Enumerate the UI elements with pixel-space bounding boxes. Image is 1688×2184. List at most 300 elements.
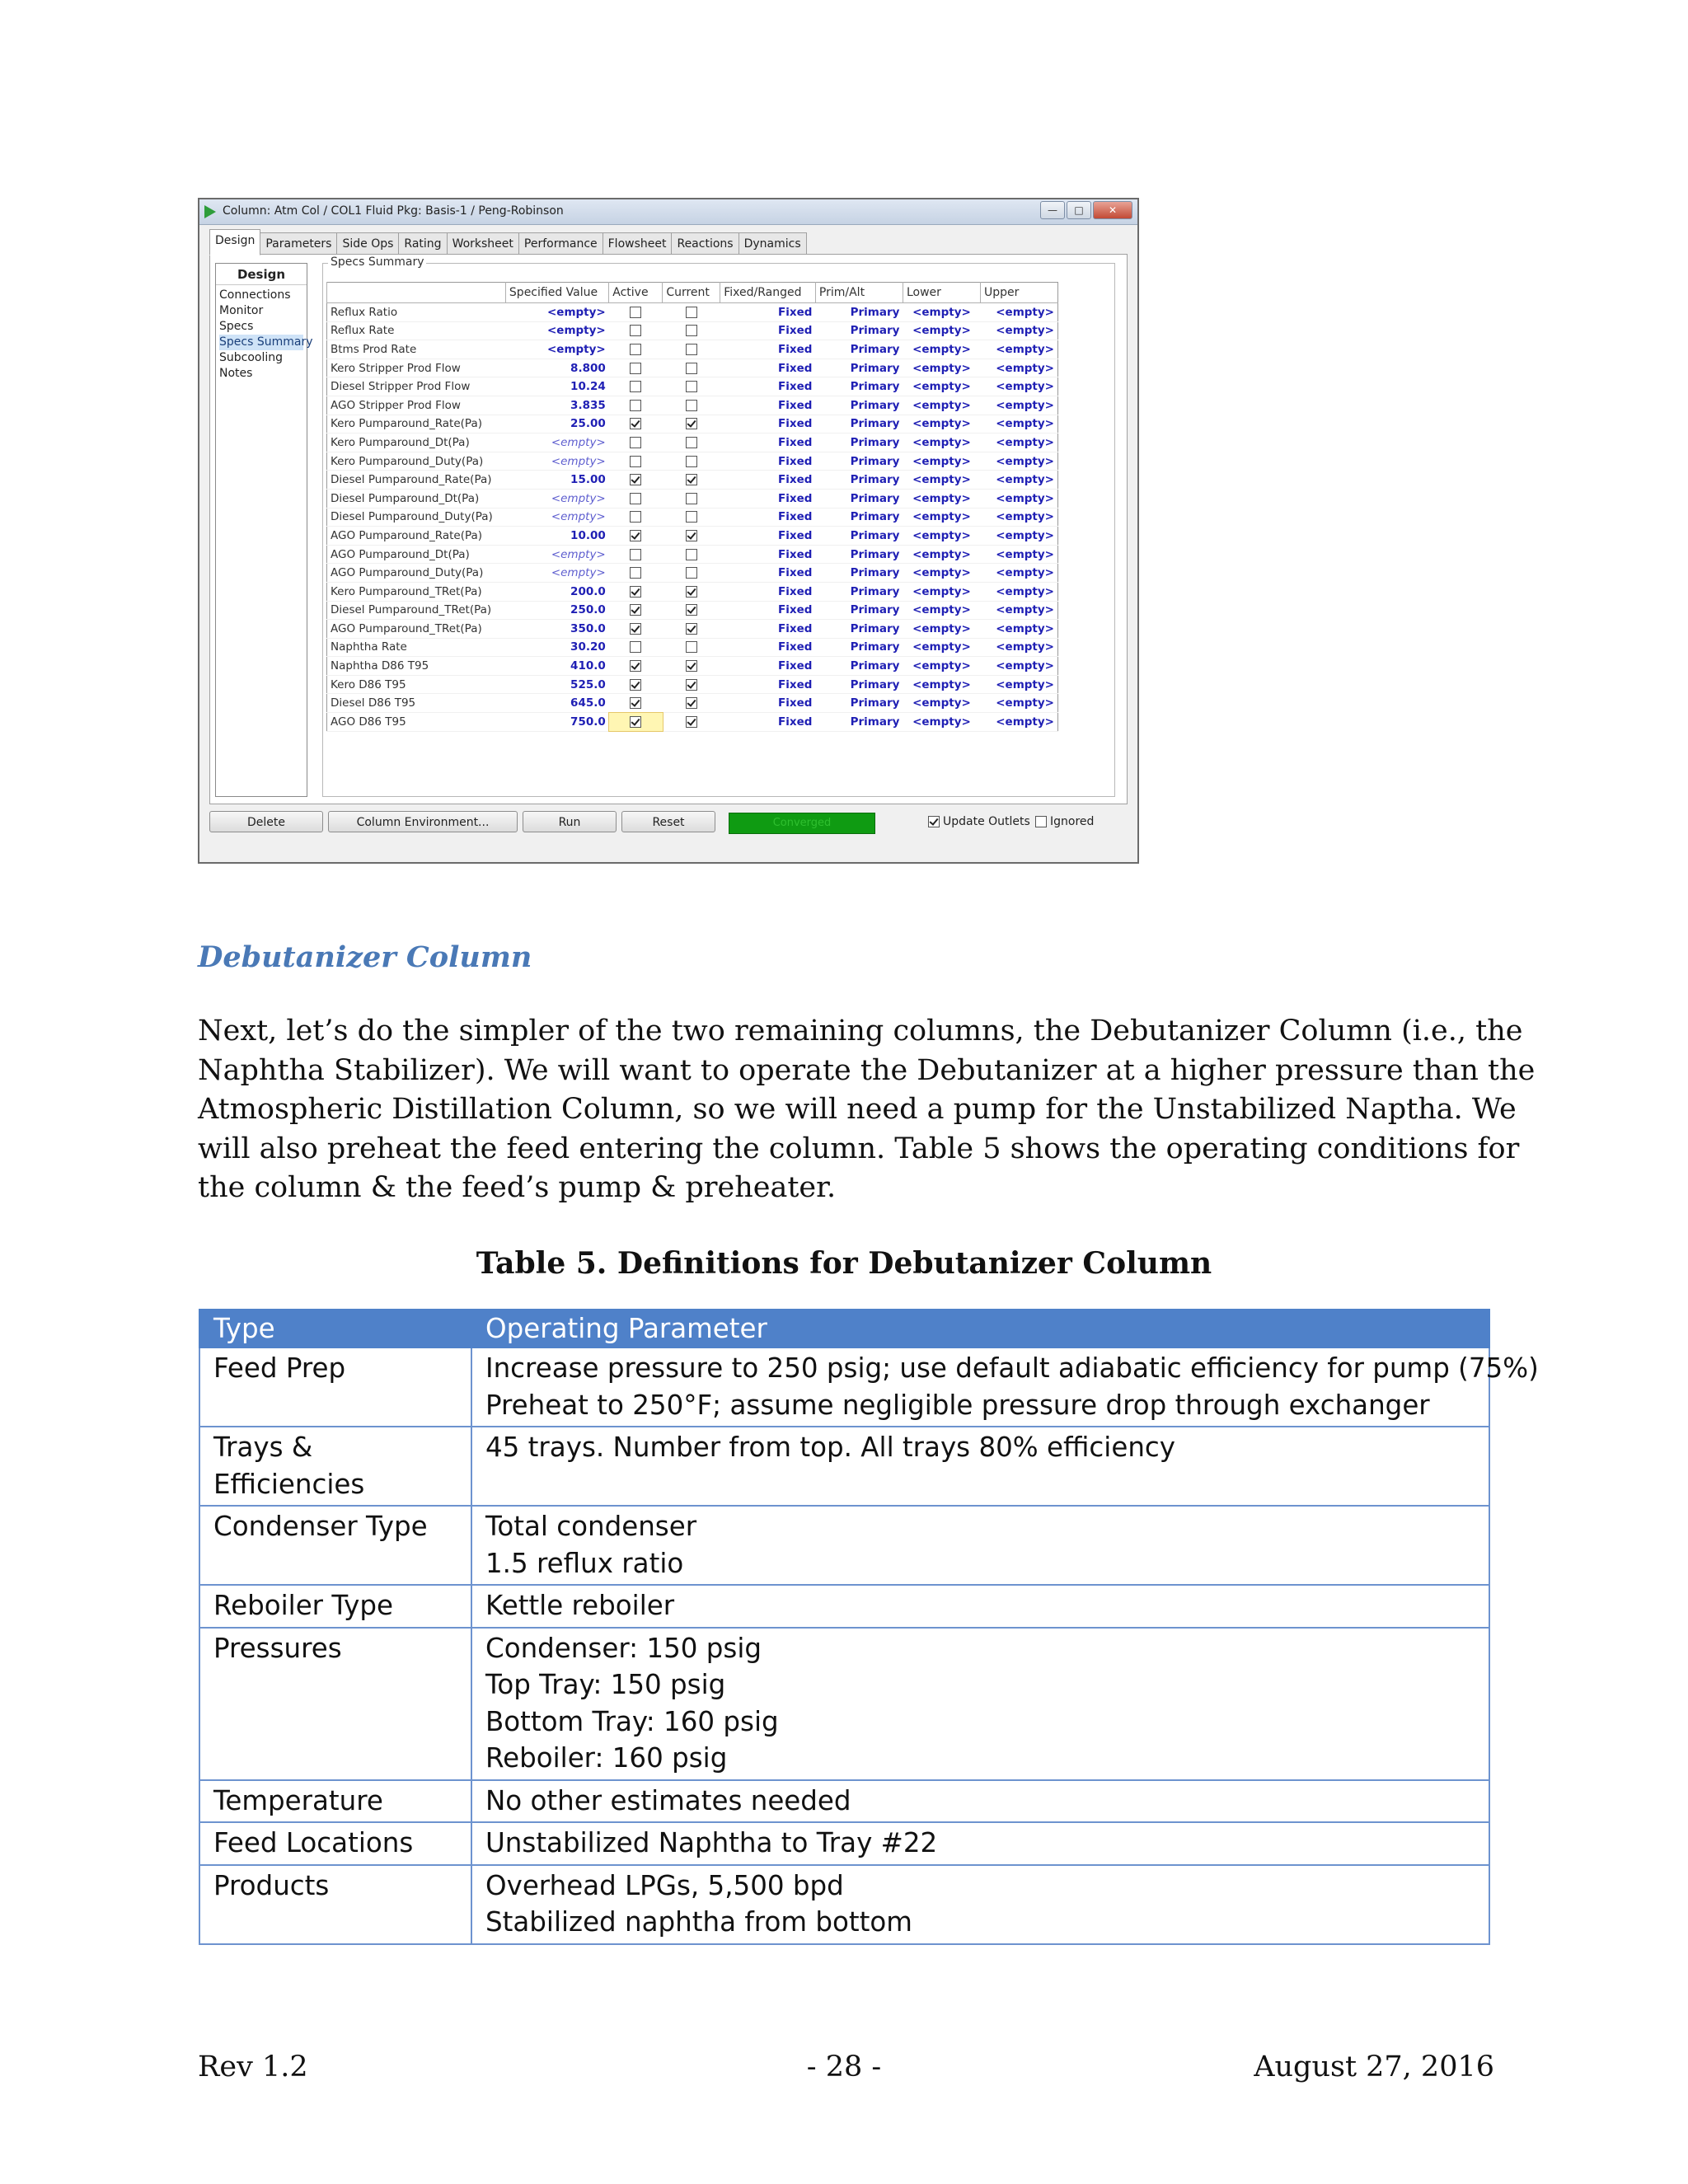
spec-name: Diesel Pumparound_Dt(Pa) <box>327 489 506 508</box>
active-checkbox[interactable] <box>630 697 641 709</box>
spec-name: Reflux Ratio <box>327 303 506 322</box>
spec-value[interactable]: 410.0 <box>505 657 608 676</box>
active-cell <box>609 415 663 434</box>
active-checkbox[interactable] <box>630 325 641 336</box>
nav-item-subcooling[interactable]: Subcooling <box>219 351 284 364</box>
paragraph-line: Next, let’s do the simpler of the two remaining columns, the Debutanizer Column (i.e., the <box>198 1015 1523 1047</box>
fixed-ranged-value[interactable]: Fixed <box>720 545 816 564</box>
grid-header-1: Specified Value <box>505 283 608 303</box>
table-caption: Table 5. Definitions for Debutanizer Column <box>476 1246 1212 1281</box>
lower-value[interactable]: <empty> <box>903 694 980 713</box>
prim-alt-value[interactable]: Primary <box>815 601 903 620</box>
grid-header-5: Prim/Alt <box>815 283 903 303</box>
row-type: Reboiler Type <box>199 1585 471 1628</box>
fixed-ranged-value[interactable]: Fixed <box>720 452 816 471</box>
prim-alt-value[interactable]: Primary <box>815 694 903 713</box>
active-checkbox[interactable] <box>630 530 641 541</box>
fixed-ranged-value[interactable]: Fixed <box>720 713 816 732</box>
spec-value[interactable]: 30.20 <box>505 638 608 657</box>
prim-alt-value[interactable]: Primary <box>815 340 903 359</box>
spec-name: Btms Prod Rate <box>327 340 506 359</box>
spec-name: AGO Pumparound_Rate(Pa) <box>327 527 506 546</box>
definitions-table <box>199 1309 1539 1945</box>
spec-value[interactable]: 250.0 <box>505 601 608 620</box>
ignored-toggle[interactable] <box>1035 815 1094 828</box>
row-parameters <box>471 1585 1489 1628</box>
parameter-line: Overhead LPGs, 5,500 bpd <box>485 1869 844 1901</box>
parameter-line: Bottom Tray: 160 psig <box>485 1705 779 1737</box>
active-checkbox[interactable] <box>630 437 641 448</box>
fixed-ranged-value[interactable]: Fixed <box>720 489 816 508</box>
prim-alt-value[interactable]: Primary <box>815 638 903 657</box>
active-checkbox[interactable] <box>630 456 641 467</box>
current-cell <box>663 434 720 452</box>
lower-value[interactable]: <empty> <box>903 415 980 434</box>
nav-item-specs[interactable]: Specs <box>219 320 254 333</box>
lower-value[interactable]: <empty> <box>903 582 980 601</box>
current-checkbox[interactable] <box>686 474 697 485</box>
reset-button[interactable]: Reset <box>621 811 715 832</box>
update-outlets-checkbox[interactable] <box>928 816 940 827</box>
parameter-line: Stabilized naphtha from bottom <box>485 1906 912 1938</box>
parameter-line: Kettle reboiler <box>485 1590 675 1621</box>
active-checkbox[interactable] <box>630 511 641 523</box>
spec-name: Diesel Pumparound_Duty(Pa) <box>327 508 506 527</box>
active-checkbox[interactable] <box>630 604 641 616</box>
fixed-ranged-value[interactable]: Fixed <box>720 321 816 340</box>
spec-name: AGO Pumparound_Duty(Pa) <box>327 564 506 583</box>
current-checkbox[interactable] <box>686 493 697 504</box>
table-row <box>327 694 1058 713</box>
prim-alt-value[interactable]: Primary <box>815 377 903 396</box>
active-cell <box>609 620 663 639</box>
fixed-ranged-value[interactable]: Fixed <box>720 694 816 713</box>
table-row <box>327 582 1058 601</box>
lower-value[interactable]: <empty> <box>903 396 980 415</box>
prim-alt-value[interactable]: Primary <box>815 489 903 508</box>
spec-name: AGO D86 T95 <box>327 713 506 732</box>
column-environment-button[interactable]: Column Environment... <box>328 811 518 832</box>
row-type: Condenser Type <box>199 1506 471 1585</box>
row-type: Trays & Efficiencies <box>199 1427 471 1506</box>
fixed-ranged-value[interactable]: Fixed <box>720 675 816 694</box>
upper-value[interactable]: <empty> <box>980 340 1057 359</box>
spec-value[interactable]: <empty> <box>505 508 608 527</box>
spec-value[interactable]: 15.00 <box>505 471 608 490</box>
upper-value[interactable]: <empty> <box>980 415 1057 434</box>
active-cell <box>609 303 663 322</box>
design-panel <box>209 254 1128 804</box>
prim-alt-value[interactable]: Primary <box>815 545 903 564</box>
active-cell <box>609 452 663 471</box>
current-checkbox[interactable] <box>686 641 697 653</box>
parameter-line: Total condenser <box>485 1511 697 1542</box>
parameter-line: 1.5 reflux ratio <box>485 1547 684 1579</box>
current-checkbox[interactable] <box>686 456 697 467</box>
active-cell <box>609 321 663 340</box>
current-cell <box>663 340 720 359</box>
current-cell <box>663 657 720 676</box>
lower-value[interactable]: <empty> <box>903 675 980 694</box>
lower-value[interactable]: <empty> <box>903 713 980 732</box>
upper-value[interactable]: <empty> <box>980 675 1057 694</box>
upper-value[interactable]: <empty> <box>980 527 1057 546</box>
parameter-line: No other estimates needed <box>485 1784 851 1816</box>
fixed-ranged-value[interactable]: Fixed <box>720 601 816 620</box>
fixed-ranged-value[interactable]: Fixed <box>720 657 816 676</box>
converged-status: Converged <box>729 813 875 834</box>
lower-value[interactable]: <empty> <box>903 508 980 527</box>
current-checkbox[interactable] <box>686 511 697 523</box>
active-cell <box>609 694 663 713</box>
active-checkbox[interactable] <box>630 716 641 728</box>
active-cell <box>609 340 663 359</box>
fixed-ranged-value[interactable]: Fixed <box>720 377 816 396</box>
prim-alt-value[interactable]: Primary <box>815 527 903 546</box>
active-cell <box>609 564 663 583</box>
current-checkbox[interactable] <box>686 679 697 691</box>
tab-flowsheet[interactable]: Flowsheet <box>603 232 673 255</box>
fixed-ranged-value[interactable]: Fixed <box>720 527 816 546</box>
parameter-line: 45 trays. Number from top. All trays 80% efficiency <box>485 1432 1176 1463</box>
prim-alt-value[interactable]: Primary <box>815 657 903 676</box>
upper-value[interactable]: <empty> <box>980 359 1057 377</box>
lower-value[interactable]: <empty> <box>903 545 980 564</box>
spec-value[interactable]: <empty> <box>505 489 608 508</box>
spec-name: Kero Pumparound_Duty(Pa) <box>327 452 506 471</box>
active-checkbox[interactable] <box>630 474 641 485</box>
active-checkbox[interactable] <box>630 363 641 374</box>
nav-item-connections[interactable]: Connections <box>219 288 291 302</box>
spec-value[interactable]: <empty> <box>505 452 608 471</box>
fixed-ranged-value[interactable]: Fixed <box>720 620 816 639</box>
current-cell <box>663 508 720 527</box>
upper-value[interactable]: <empty> <box>980 694 1057 713</box>
current-cell <box>663 471 720 490</box>
table-row <box>327 638 1058 657</box>
active-cell <box>609 396 663 415</box>
prim-alt-value[interactable]: Primary <box>815 620 903 639</box>
lower-value[interactable]: <empty> <box>903 564 980 583</box>
active-cell <box>609 601 663 620</box>
fixed-ranged-value[interactable]: Fixed <box>720 340 816 359</box>
spec-name: Diesel Pumparound_Rate(Pa) <box>327 471 506 490</box>
table-row <box>327 321 1058 340</box>
fixed-ranged-value[interactable]: Fixed <box>720 415 816 434</box>
upper-value[interactable]: <empty> <box>980 377 1057 396</box>
spec-value[interactable]: 3.835 <box>505 396 608 415</box>
upper-value[interactable]: <empty> <box>980 508 1057 527</box>
table-row <box>327 303 1058 322</box>
row-type: Temperature <box>199 1780 471 1823</box>
tab-strip <box>209 232 806 255</box>
current-checkbox[interactable] <box>686 381 697 392</box>
nav-item-monitor[interactable]: Monitor <box>219 304 264 317</box>
lower-value[interactable]: <empty> <box>903 321 980 340</box>
active-checkbox[interactable] <box>630 679 641 691</box>
spec-value[interactable]: 8.800 <box>505 359 608 377</box>
prim-alt-value[interactable]: Primary <box>815 415 903 434</box>
lower-value[interactable]: <empty> <box>903 452 980 471</box>
grid-header-4: Fixed/Ranged <box>720 283 816 303</box>
current-checkbox[interactable] <box>686 697 697 709</box>
nav-item-specs-summary[interactable]: Specs Summary <box>219 335 313 349</box>
active-checkbox[interactable] <box>630 623 641 635</box>
current-cell <box>663 396 720 415</box>
active-checkbox[interactable] <box>630 307 641 318</box>
table-row <box>327 489 1058 508</box>
tab-side-ops[interactable]: Side Ops <box>336 232 399 255</box>
spec-value[interactable]: <empty> <box>505 321 608 340</box>
row-parameters <box>471 1506 1489 1585</box>
lower-value[interactable]: <empty> <box>903 471 980 490</box>
grid-header-7: Upper <box>980 283 1057 303</box>
active-cell <box>609 377 663 396</box>
upper-value[interactable]: <empty> <box>980 638 1057 657</box>
lower-value[interactable]: <empty> <box>903 377 980 396</box>
spec-value[interactable]: <empty> <box>505 564 608 583</box>
prim-alt-value[interactable]: Primary <box>815 675 903 694</box>
lower-value[interactable]: <empty> <box>903 359 980 377</box>
upper-value[interactable]: <empty> <box>980 564 1057 583</box>
fixed-ranged-value[interactable]: Fixed <box>720 303 816 322</box>
paragraph-line: will also preheat the feed entering the column. Table 5 shows the operating conditions for <box>198 1132 1520 1165</box>
close-button[interactable]: ✕ <box>1093 201 1132 219</box>
fixed-ranged-value[interactable]: Fixed <box>720 564 816 583</box>
update-outlets-label: Update Outlets <box>943 815 1030 828</box>
current-cell <box>663 620 720 639</box>
prim-alt-value[interactable]: Primary <box>815 396 903 415</box>
active-checkbox[interactable] <box>630 418 641 429</box>
upper-value[interactable]: <empty> <box>980 601 1057 620</box>
active-cell <box>609 471 663 490</box>
lower-value[interactable]: <empty> <box>903 527 980 546</box>
fixed-ranged-value[interactable]: Fixed <box>720 582 816 601</box>
active-cell <box>609 657 663 676</box>
prim-alt-value[interactable]: Primary <box>815 471 903 490</box>
lower-value[interactable]: <empty> <box>903 657 980 676</box>
prim-alt-value[interactable]: Primary <box>815 434 903 452</box>
current-checkbox[interactable] <box>686 307 697 318</box>
grid-header-6: Lower <box>903 283 980 303</box>
upper-value[interactable]: <empty> <box>980 321 1057 340</box>
prim-alt-value[interactable]: Primary <box>815 452 903 471</box>
spec-value[interactable]: <empty> <box>505 303 608 322</box>
lower-value[interactable]: <empty> <box>903 638 980 657</box>
lower-value[interactable]: <empty> <box>903 601 980 620</box>
active-cell <box>609 675 663 694</box>
prim-alt-value[interactable]: Primary <box>815 321 903 340</box>
table-row <box>327 340 1058 359</box>
spec-value[interactable]: 10.00 <box>505 527 608 546</box>
table-row <box>199 1585 1489 1628</box>
parameter-line: Unstabilized Naphtha to Tray #22 <box>485 1827 938 1858</box>
current-checkbox[interactable] <box>686 363 697 374</box>
current-checkbox[interactable] <box>686 325 697 336</box>
current-checkbox[interactable] <box>686 400 697 411</box>
current-cell <box>663 359 720 377</box>
parameter-line: Top Tray: 150 psig <box>485 1669 726 1700</box>
spec-name: Naphtha D86 T95 <box>327 657 506 676</box>
parameter-line: Increase pressure to 250 psig; use default adiabatic efficiency for pump (75%) <box>485 1352 1539 1384</box>
active-checkbox[interactable] <box>630 641 641 653</box>
current-cell <box>663 582 720 601</box>
header-operating-parameter: Operating Parameter <box>471 1310 1489 1347</box>
active-cell <box>609 508 663 527</box>
tab-worksheet[interactable]: Worksheet <box>447 232 519 255</box>
grid-header-2: Active <box>609 283 663 303</box>
active-checkbox[interactable] <box>630 381 641 392</box>
current-checkbox[interactable] <box>686 604 697 616</box>
maximize-button[interactable]: □ <box>1067 201 1091 219</box>
upper-value[interactable]: <empty> <box>980 545 1057 564</box>
paragraph-line: Naphtha Stabilizer). We will want to operate the Debutanizer at a higher pressure than the <box>198 1053 1536 1087</box>
lower-value[interactable]: <empty> <box>903 303 980 322</box>
table-row <box>327 675 1058 694</box>
upper-value[interactable]: <empty> <box>980 303 1057 322</box>
ignored-checkbox[interactable] <box>1035 816 1047 827</box>
current-cell <box>663 452 720 471</box>
upper-value[interactable]: <empty> <box>980 471 1057 490</box>
nav-list <box>216 285 313 384</box>
spec-value[interactable]: 525.0 <box>505 675 608 694</box>
current-checkbox[interactable] <box>686 549 697 560</box>
lower-value[interactable]: <empty> <box>903 489 980 508</box>
spec-value[interactable]: 25.00 <box>505 415 608 434</box>
current-checkbox[interactable] <box>686 437 697 448</box>
title-bar <box>199 199 1137 225</box>
row-parameters <box>471 1427 1489 1506</box>
prim-alt-value[interactable]: Primary <box>815 582 903 601</box>
active-cell <box>609 359 663 377</box>
upper-value[interactable]: <empty> <box>980 582 1057 601</box>
spec-value[interactable]: <empty> <box>505 434 608 452</box>
footer-revision: Rev 1.2 <box>198 2050 308 2083</box>
active-checkbox[interactable] <box>630 549 641 560</box>
current-cell <box>663 675 720 694</box>
run-button[interactable]: Run <box>523 811 617 832</box>
table-row <box>199 1628 1489 1780</box>
row-type: Feed Prep <box>199 1347 471 1427</box>
table-row <box>199 1506 1489 1585</box>
current-checkbox[interactable] <box>686 418 697 429</box>
row-type: Products <box>199 1865 471 1944</box>
fixed-ranged-value[interactable]: Fixed <box>720 638 816 657</box>
upper-value[interactable]: <empty> <box>980 452 1057 471</box>
upper-value[interactable]: <empty> <box>980 620 1057 639</box>
spec-value[interactable]: <empty> <box>505 545 608 564</box>
lower-value[interactable]: <empty> <box>903 340 980 359</box>
prim-alt-value[interactable]: Primary <box>815 564 903 583</box>
grid-header-0 <box>327 283 506 303</box>
lower-value[interactable]: <empty> <box>903 434 980 452</box>
fixed-ranged-value[interactable]: Fixed <box>720 471 816 490</box>
active-checkbox[interactable] <box>630 344 641 355</box>
table-row <box>327 601 1058 620</box>
minimize-button[interactable]: — <box>1040 201 1065 219</box>
active-checkbox[interactable] <box>630 400 641 411</box>
current-cell <box>663 713 720 732</box>
current-checkbox[interactable] <box>686 623 697 635</box>
active-checkbox[interactable] <box>630 567 641 579</box>
active-cell <box>609 489 663 508</box>
fixed-ranged-value[interactable]: Fixed <box>720 508 816 527</box>
current-checkbox[interactable] <box>686 530 697 541</box>
current-checkbox[interactable] <box>686 344 697 355</box>
spec-value[interactable]: 645.0 <box>505 694 608 713</box>
current-checkbox[interactable] <box>686 660 697 672</box>
upper-value[interactable]: <empty> <box>980 657 1057 676</box>
spec-value[interactable]: 200.0 <box>505 582 608 601</box>
tab-performance[interactable]: Performance <box>518 232 603 255</box>
lower-value[interactable]: <empty> <box>903 620 980 639</box>
tab-dynamics[interactable]: Dynamics <box>738 232 807 255</box>
prim-alt-value[interactable]: Primary <box>815 508 903 527</box>
tab-rating[interactable]: Rating <box>398 232 447 255</box>
active-cell <box>609 713 663 732</box>
current-cell <box>663 321 720 340</box>
upper-value[interactable]: <empty> <box>980 396 1057 415</box>
spec-value[interactable]: <empty> <box>505 340 608 359</box>
prim-alt-value[interactable]: Primary <box>815 303 903 322</box>
specs-summary-group <box>322 255 1115 797</box>
table-row <box>327 657 1058 676</box>
upper-value[interactable]: <empty> <box>980 713 1057 732</box>
spec-value[interactable]: 750.0 <box>505 713 608 732</box>
spec-name: Kero Pumparound_Dt(Pa) <box>327 434 506 452</box>
spec-value[interactable]: 350.0 <box>505 620 608 639</box>
table-row <box>327 359 1058 377</box>
fixed-ranged-value[interactable]: Fixed <box>720 434 816 452</box>
footer-page-number: - 28 - <box>806 2050 882 2083</box>
delete-button[interactable]: Delete <box>209 811 323 832</box>
row-parameters <box>471 1822 1489 1865</box>
active-cell <box>609 638 663 657</box>
upper-value[interactable]: <empty> <box>980 434 1057 452</box>
tab-design[interactable]: Design <box>209 229 260 255</box>
spec-value[interactable]: 10.24 <box>505 377 608 396</box>
active-checkbox[interactable] <box>630 586 641 598</box>
current-checkbox[interactable] <box>686 716 697 728</box>
upper-value[interactable]: <empty> <box>980 489 1057 508</box>
current-cell <box>663 303 720 322</box>
row-parameters <box>471 1780 1489 1823</box>
tab-reactions[interactable]: Reactions <box>671 232 738 255</box>
table-row <box>199 1865 1489 1944</box>
spec-name: Diesel Stripper Prod Flow <box>327 377 506 396</box>
current-checkbox[interactable] <box>686 567 697 579</box>
spec-name: AGO Pumparound_Dt(Pa) <box>327 545 506 564</box>
prim-alt-value[interactable]: Primary <box>815 713 903 732</box>
current-cell <box>663 564 720 583</box>
window-title: Column: Atm Col / COL1 Fluid Pkg: Basis-1 / Peng-Robinson <box>223 204 564 218</box>
tab-parameters[interactable]: Parameters <box>260 232 337 255</box>
fixed-ranged-value[interactable]: Fixed <box>720 396 816 415</box>
nav-item-notes[interactable]: Notes <box>219 367 253 380</box>
table-row <box>199 1822 1489 1865</box>
update-outlets-toggle[interactable] <box>928 815 1030 828</box>
nav-heading: Design <box>216 264 307 285</box>
active-cell <box>609 434 663 452</box>
active-checkbox[interactable] <box>630 660 641 672</box>
active-checkbox[interactable] <box>630 493 641 504</box>
current-checkbox[interactable] <box>686 586 697 598</box>
table-row <box>327 620 1058 639</box>
spec-name: Kero D86 T95 <box>327 675 506 694</box>
fixed-ranged-value[interactable]: Fixed <box>720 359 816 377</box>
row-parameters <box>471 1865 1489 1944</box>
prim-alt-value[interactable]: Primary <box>815 359 903 377</box>
